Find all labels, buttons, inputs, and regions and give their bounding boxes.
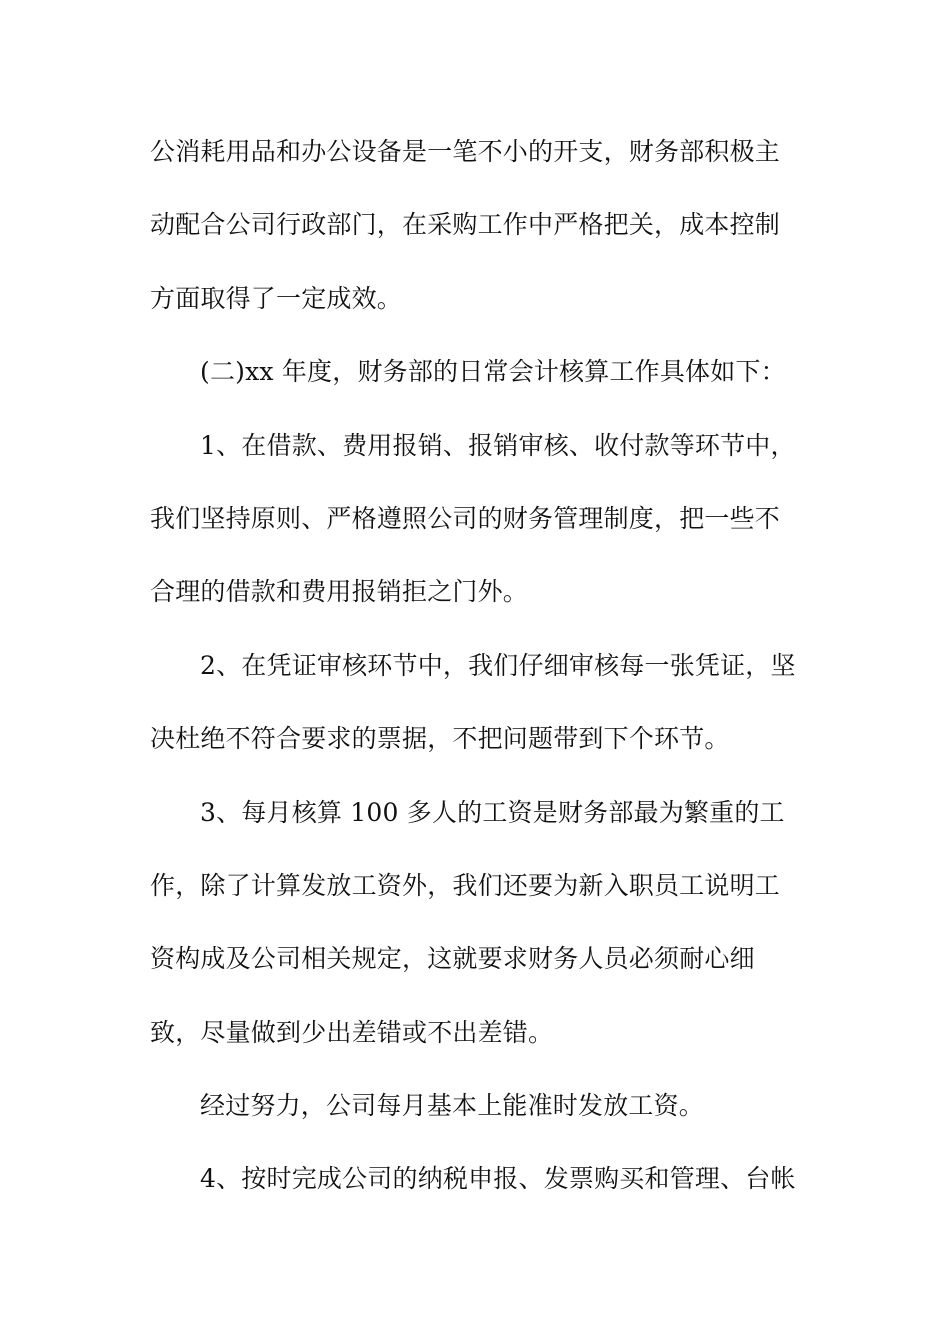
text-line-14: 经过努力，公司每月基本上能准时发放工资。 [200, 1091, 705, 1121]
section-heading: (二)xx 年度，财务部的日常会计核算工作具体如下： [200, 357, 786, 387]
text-line-7: 合理的借款和费用报销拒之门外。 [150, 577, 529, 607]
text-line-15: 4、按时完成公司的纳税申报、发票购买和管理、台帐 [200, 1164, 796, 1194]
text-line-9: 决杜绝不符合要求的票据，不把问题带到下个环节。 [150, 724, 730, 754]
text-line-3: 方面取得了一定成效。 [150, 283, 403, 313]
text-line-12: 资构成及公司相关规定，这就要求财务人员必须耐心细 [150, 944, 755, 974]
text-line-10: 3、每月核算 100 多人的工资是财务部最为繁重的工 [200, 797, 785, 827]
text-line-11: 作，除了计算发放工资外，我们还要为新入职员工说明工 [150, 870, 781, 900]
text-line-5: 1、在借款、费用报销、报销审核、收付款等环节中， [200, 430, 796, 460]
text-line-1: 公消耗用品和办公设备是一笔不小的开支，财务部积极主 [150, 137, 781, 166]
text-line-8: 2、在凭证审核环节中，我们仔细审核每一张凭证，坚 [200, 650, 796, 680]
text-line-6: 我们坚持原则、严格遵照公司的财务管理制度，把一些不 [150, 503, 781, 533]
text-line-13: 致，尽量做到少出差错或不出差错。 [150, 1017, 554, 1047]
document-body [150, 127, 810, 1228]
text-line-2: 动配合公司行政部门，在采购工作中严格把关，成本控制 [150, 210, 781, 240]
